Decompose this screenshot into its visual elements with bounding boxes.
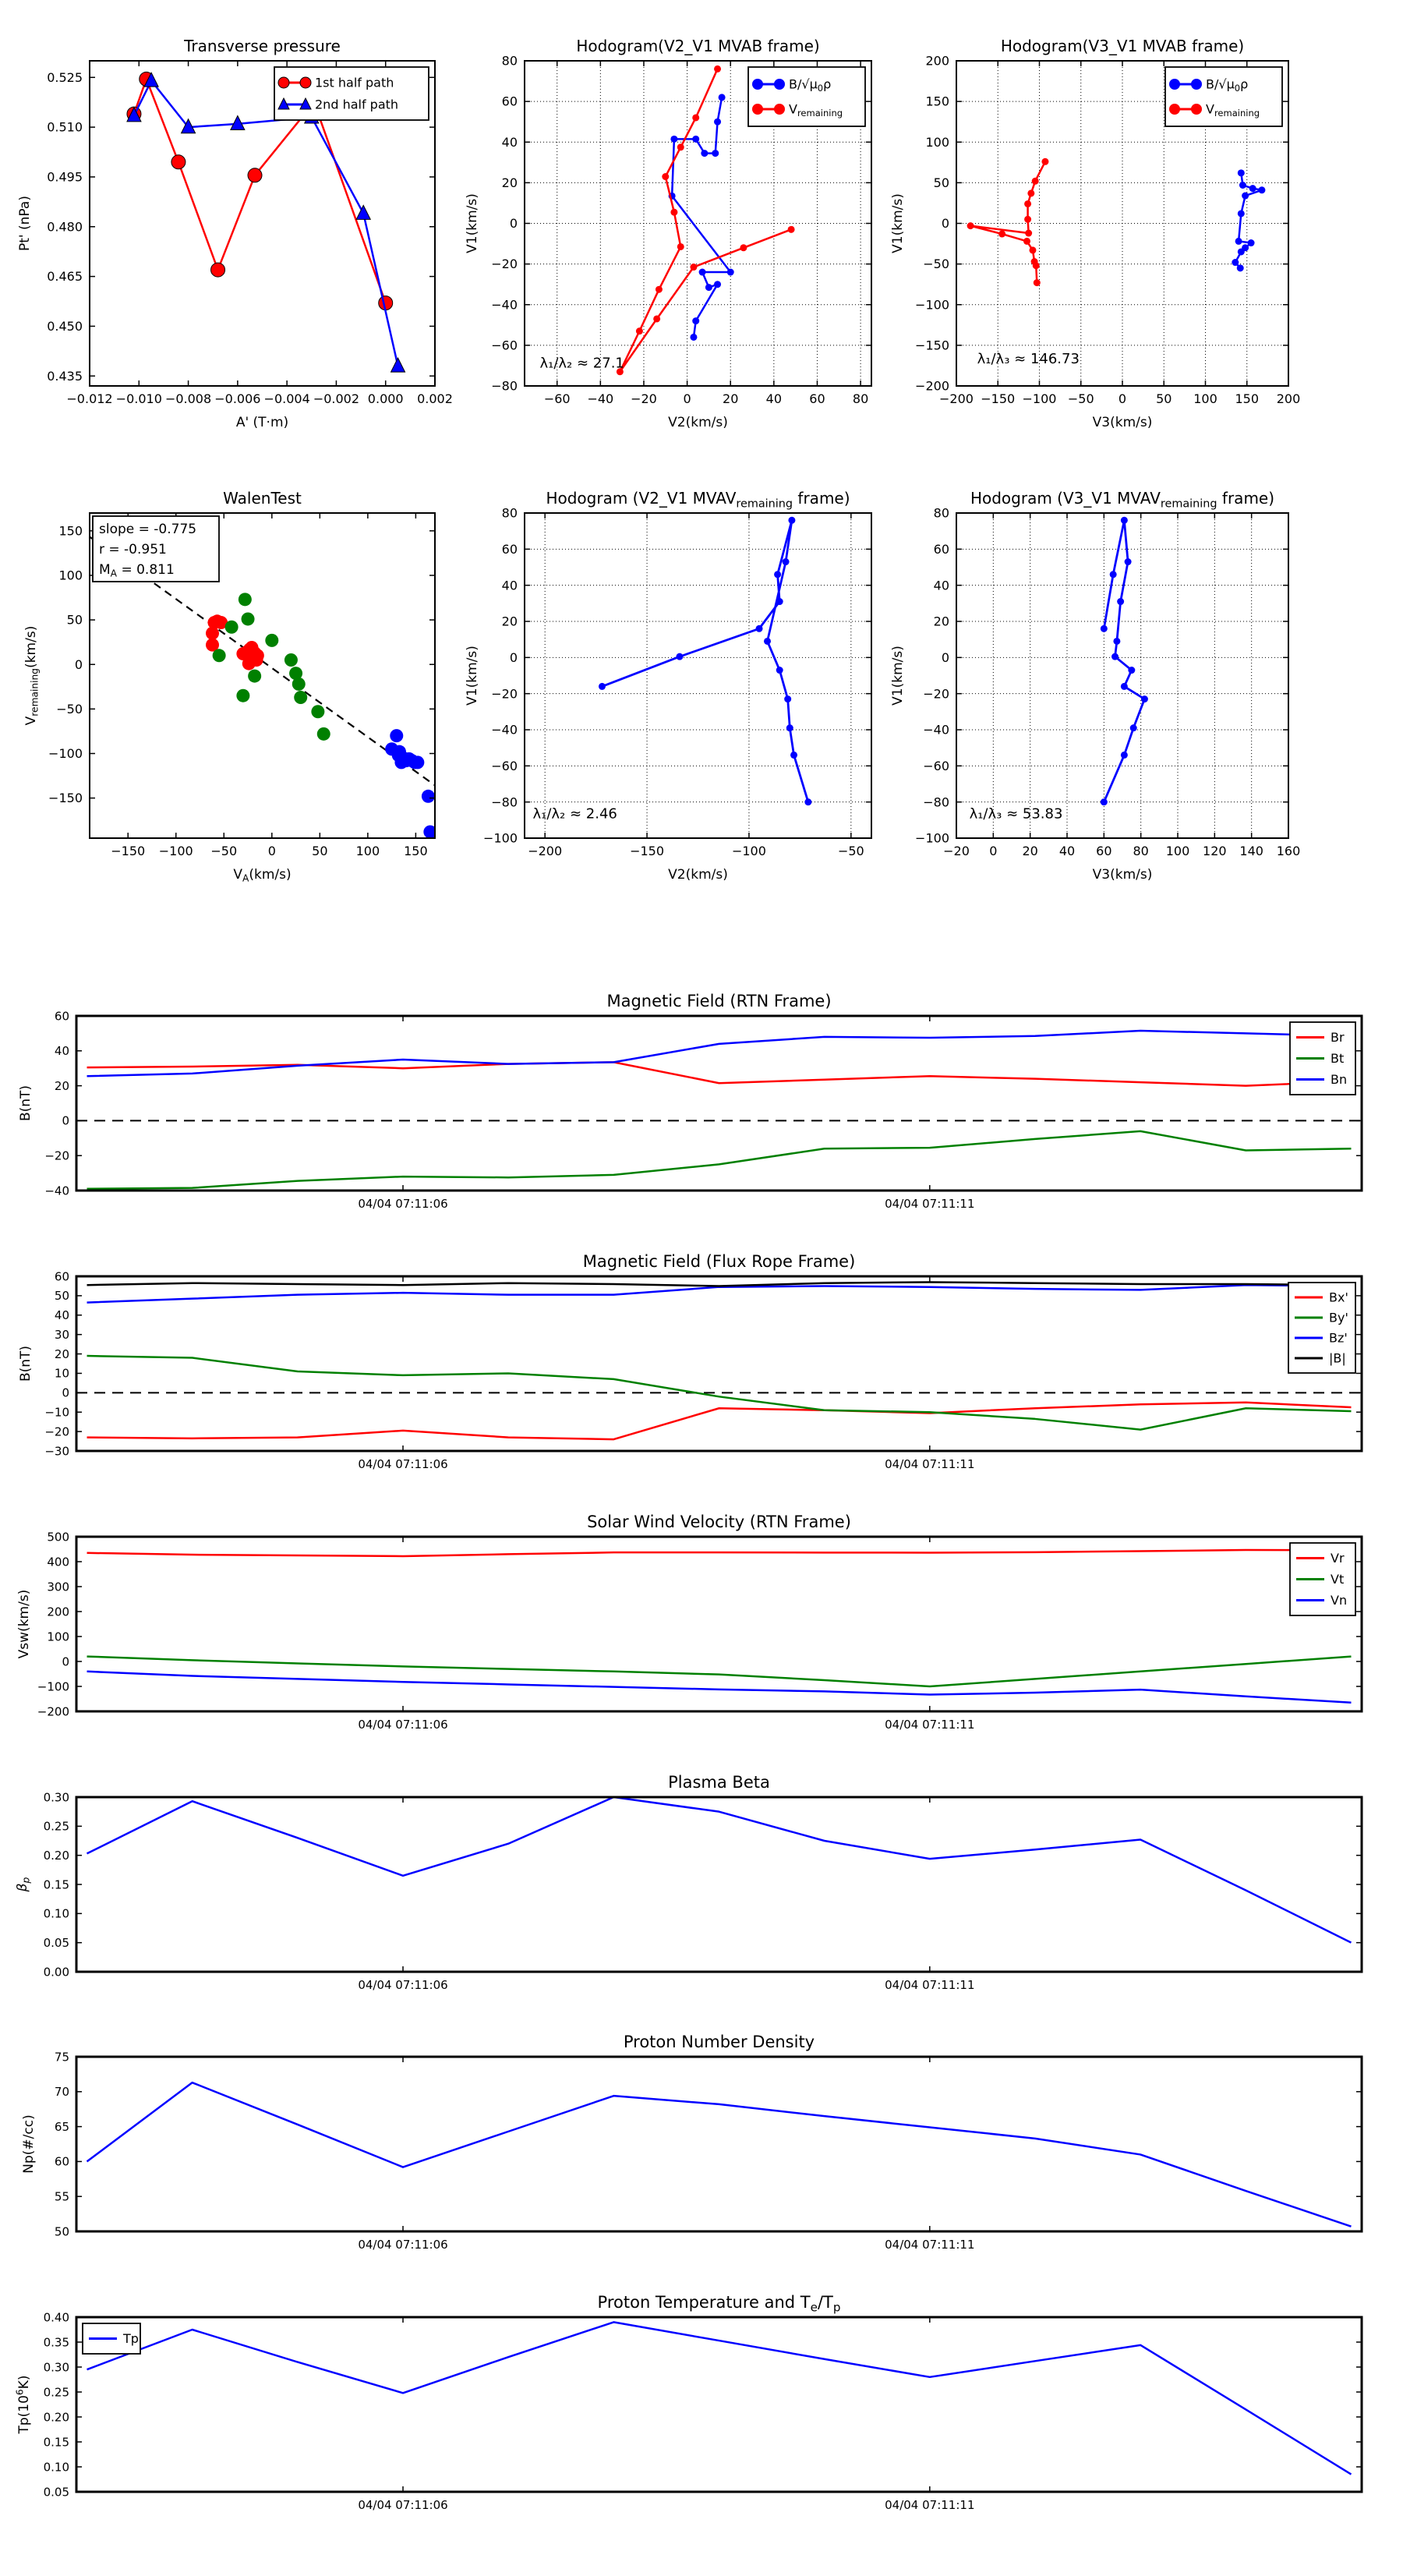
svg-text:Hodogram(V3_V1 MVAB frame): Hodogram(V3_V1 MVAB frame) <box>1000 37 1245 55</box>
svg-text:−100: −100 <box>158 844 193 858</box>
svg-text:V3(km/s): V3(km/s) <box>1092 415 1153 430</box>
svg-text:−20: −20 <box>44 1148 69 1163</box>
svg-text:−200: −200 <box>939 391 974 406</box>
svg-text:200: 200 <box>47 1605 69 1619</box>
svg-text:Np(#/cc): Np(#/cc) <box>21 2114 37 2174</box>
svg-text:50: 50 <box>54 2224 69 2239</box>
svg-text:Br: Br <box>1331 1030 1345 1046</box>
svg-text:55: 55 <box>54 2189 69 2204</box>
svg-text:−50: −50 <box>923 257 949 272</box>
svg-text:Proton Number Density: Proton Number Density <box>623 2033 815 2051</box>
svg-text:60: 60 <box>809 391 825 406</box>
svg-text:150: 150 <box>58 523 83 539</box>
svg-text:150: 150 <box>1235 391 1260 406</box>
svg-text:Tp: Tp <box>123 2331 139 2347</box>
solar-wind-velocity-series-2 <box>87 1672 1352 1703</box>
magnetic-field-flux-rope-ticks <box>44 1269 1362 1471</box>
svg-text:04/04 07:11:06: 04/04 07:11:06 <box>358 1197 448 1211</box>
svg-text:10: 10 <box>54 1366 69 1381</box>
hodogram-v2v1-mvav-frame <box>525 513 871 838</box>
svg-text:−40: −40 <box>491 297 518 313</box>
hodogram-v3v1-mvav-frame <box>956 513 1288 838</box>
hodogram-v2v1-mvab-series-0 <box>669 94 734 341</box>
svg-text:50: 50 <box>933 175 949 190</box>
svg-text:−0.010: −0.010 <box>115 391 162 406</box>
svg-text:V1(km/s): V1(km/s) <box>890 193 906 253</box>
svg-text:0.20: 0.20 <box>43 1848 69 1863</box>
svg-text:MA = 0.811: $M_A = 0.811$ <box>99 562 175 579</box>
svg-text:λ₁/λ₃ ≈ 53.83: λ₁/λ₃ ≈ 53.83 <box>969 805 1063 823</box>
svg-text:0.05: 0.05 <box>43 2485 69 2500</box>
proton-temperature-ticks <box>44 2310 1362 2512</box>
svg-text:Transverse pressure: Transverse pressure <box>184 37 341 55</box>
svg-text:βp: $\beta_p$ <box>15 1877 32 1892</box>
transverse-pressure-legend <box>274 67 429 120</box>
svg-text:−100: −100 <box>915 297 949 313</box>
svg-text:0.25: 0.25 <box>43 1819 69 1834</box>
svg-text:−150: −150 <box>630 844 665 858</box>
svg-text:400: 400 <box>47 1555 69 1569</box>
proton-temperature-series-0 <box>87 2322 1352 2474</box>
svg-text:0: 0 <box>267 844 276 858</box>
svg-text:60: 60 <box>54 1009 69 1024</box>
svg-text:slope = -0.775: slope = -0.775 <box>99 522 197 537</box>
svg-text:Pt' (nPa): Pt' (nPa) <box>17 196 33 251</box>
walen-test-stats-box <box>93 516 219 582</box>
svg-text:−100: −100 <box>483 830 518 846</box>
svg-text:50: 50 <box>66 612 83 628</box>
svg-text:500: 500 <box>47 1530 69 1545</box>
svg-text:04/04 07:11:11: 04/04 07:11:11 <box>885 1197 975 1211</box>
svg-text:−20: −20 <box>943 844 970 858</box>
svg-text:20: 20 <box>501 175 518 190</box>
plasma-beta <box>15 1773 1362 1992</box>
svg-text:B/√μ0ρ: $B/√\mu_0\rho$ <box>789 76 832 94</box>
svg-text:0.002: 0.002 <box>417 391 453 406</box>
svg-text:Bt: Bt <box>1331 1051 1345 1067</box>
svg-text:20: 20 <box>933 614 949 629</box>
svg-text:−100: −100 <box>915 830 949 846</box>
svg-text:|B|: |B| <box>1329 1350 1346 1366</box>
svg-text:04/04 07:11:11: 04/04 07:11:11 <box>885 1718 975 1732</box>
magnetic-field-flux-rope-series-2 <box>87 1285 1352 1302</box>
svg-text:By': By' <box>1329 1310 1348 1325</box>
svg-text:Vn: Vn <box>1331 1593 1348 1608</box>
svg-text:100: 100 <box>355 844 380 858</box>
hodogram-v2v1-mvab <box>465 37 871 430</box>
svg-text:04/04 07:11:11: 04/04 07:11:11 <box>885 1457 975 1471</box>
svg-text:Hodogram(V2_V1 MVAB frame): Hodogram(V2_V1 MVAB frame) <box>576 37 820 55</box>
svg-text:50: 50 <box>312 844 328 858</box>
svg-text:20: 20 <box>1022 844 1038 858</box>
svg-text:Vremaining: $V_{remaining}$ <box>789 101 843 119</box>
svg-text:−20: −20 <box>631 391 657 406</box>
svg-text:0.525: 0.525 <box>47 69 83 85</box>
svg-text:0: 0 <box>509 216 518 232</box>
proton-number-density <box>21 2033 1362 2252</box>
svg-text:−30: −30 <box>44 1444 69 1459</box>
svg-text:0: 0 <box>62 1113 69 1128</box>
svg-text:04/04 07:11:06: 04/04 07:11:06 <box>358 1978 448 1992</box>
svg-text:60: 60 <box>933 541 949 557</box>
svg-text:0: 0 <box>62 1385 69 1400</box>
svg-text:Vt: Vt <box>1331 1572 1345 1587</box>
svg-text:20: 20 <box>723 391 739 406</box>
svg-text:B/√μ0ρ: $B/√\mu_0\rho$ <box>1206 76 1249 94</box>
svg-text:0.15: 0.15 <box>43 2435 69 2450</box>
svg-text:−200: −200 <box>37 1704 69 1719</box>
svg-text:60: 60 <box>54 1269 69 1284</box>
proton-number-density-series-0 <box>87 2082 1352 2227</box>
magnetic-field-rtn <box>18 992 1362 1211</box>
svg-text:160: 160 <box>1276 844 1301 858</box>
svg-text:04/04 07:11:06: 04/04 07:11:06 <box>358 1718 448 1732</box>
svg-text:0: 0 <box>62 1654 69 1669</box>
svg-text:0.465: 0.465 <box>47 269 83 285</box>
svg-text:−50: −50 <box>56 701 83 717</box>
svg-text:B(nT): B(nT) <box>18 1085 34 1122</box>
svg-text:−50: −50 <box>837 844 864 858</box>
svg-text:−0.008: −0.008 <box>164 391 212 406</box>
svg-text:−0.012: −0.012 <box>66 391 113 406</box>
svg-text:WalenTest: WalenTest <box>223 489 302 508</box>
svg-text:300: 300 <box>47 1580 69 1594</box>
svg-text:Solar Wind Velocity (RTN Frame: Solar Wind Velocity (RTN Frame) <box>587 1513 851 1531</box>
svg-text:V1(km/s): V1(km/s) <box>890 646 906 706</box>
svg-text:0.25: 0.25 <box>43 2385 69 2400</box>
svg-text:100: 100 <box>47 1629 69 1644</box>
svg-text:−60: −60 <box>491 758 518 773</box>
svg-text:40: 40 <box>765 391 783 406</box>
hodogram-v3v1-mvab-series-1 <box>967 158 1049 286</box>
svg-text:0.20: 0.20 <box>43 2410 69 2425</box>
svg-text:−20: −20 <box>44 1424 69 1439</box>
svg-text:Magnetic Field (Flux Rope Fram: Magnetic Field (Flux Rope Frame) <box>582 1252 856 1271</box>
svg-text:λ₁/λ₃ ≈ 146.73: λ₁/λ₃ ≈ 146.73 <box>977 350 1080 367</box>
svg-text:−50: −50 <box>1067 391 1094 406</box>
transverse-pressure <box>17 37 453 430</box>
svg-text:100: 100 <box>925 134 949 150</box>
svg-text:60: 60 <box>54 2154 69 2169</box>
svg-text:−40: −40 <box>44 1184 69 1198</box>
magnetic-field-flux-rope-series-3 <box>87 1282 1352 1286</box>
plasma-beta-frame <box>76 1797 1362 1972</box>
svg-text:0.30: 0.30 <box>43 1790 69 1805</box>
svg-text:Bz': Bz' <box>1329 1330 1348 1346</box>
svg-text:40: 40 <box>54 1308 69 1323</box>
svg-text:0.00: 0.00 <box>43 1965 69 1980</box>
svg-text:−60: −60 <box>923 758 949 773</box>
proton-temperature-frame <box>76 2317 1362 2492</box>
svg-text:−40: −40 <box>491 722 518 738</box>
svg-text:−60: −60 <box>543 391 571 406</box>
svg-text:80: 80 <box>933 505 949 521</box>
svg-text:04/04 07:11:06: 04/04 07:11:06 <box>358 2238 448 2252</box>
svg-text:Vr: Vr <box>1331 1551 1345 1566</box>
svg-text:−150: −150 <box>48 791 83 806</box>
svg-text:0: 0 <box>683 391 691 406</box>
svg-text:40: 40 <box>933 578 949 593</box>
svg-text:0.435: 0.435 <box>47 368 83 384</box>
svg-text:V2(km/s): V2(km/s) <box>668 867 728 883</box>
svg-text:Bn: Bn <box>1331 1072 1348 1088</box>
proton-number-density-ticks <box>55 2050 1362 2252</box>
magnetic-field-rtn-series-0 <box>87 1062 1352 1088</box>
svg-text:20: 20 <box>54 1078 69 1093</box>
svg-text:Plasma Beta: Plasma Beta <box>668 1773 770 1792</box>
svg-text:r = -0.951: r = -0.951 <box>99 542 167 557</box>
svg-text:04/04 07:11:11: 04/04 07:11:11 <box>885 1978 975 1992</box>
svg-text:75: 75 <box>54 2050 69 2065</box>
hodogram-v3v1-mvav-grid <box>956 513 1288 838</box>
solar-wind-velocity-series-1 <box>87 1657 1352 1686</box>
magnetic-field-rtn-series-1 <box>87 1131 1352 1189</box>
svg-text:−100: −100 <box>1022 391 1057 406</box>
hodogram-v3v1-mvab-legend <box>1165 67 1282 126</box>
svg-text:−150: −150 <box>111 844 146 858</box>
svg-text:2nd half path: 2nd half path <box>315 97 399 112</box>
svg-text:80: 80 <box>852 391 869 406</box>
svg-text:65: 65 <box>54 2119 69 2134</box>
svg-text:60: 60 <box>1096 844 1112 858</box>
magnetic-field-rtn-series-2 <box>87 1031 1352 1076</box>
magnetic-field-rtn-ticks <box>44 1009 1362 1211</box>
svg-text:20: 20 <box>54 1346 69 1361</box>
svg-text:150: 150 <box>925 94 949 109</box>
svg-text:−60: −60 <box>491 338 518 353</box>
svg-text:Bx': Bx' <box>1329 1290 1348 1305</box>
svg-text:−20: −20 <box>491 257 518 272</box>
svg-text:1st half path: 1st half path <box>315 75 394 90</box>
magnetic-field-flux-rope-series-0 <box>87 1403 1352 1439</box>
svg-text:B(nT): B(nT) <box>18 1345 34 1382</box>
svg-text:0.30: 0.30 <box>43 2360 69 2375</box>
svg-text:V2(km/s): V2(km/s) <box>668 415 728 430</box>
svg-text:04/04 07:11:11: 04/04 07:11:11 <box>885 2498 975 2512</box>
svg-text:−0.004: −0.004 <box>263 391 310 406</box>
svg-text:A' (T·m): A' (T·m) <box>235 415 289 430</box>
svg-text:0.000: 0.000 <box>367 391 404 406</box>
hodogram-v2v1-mvav-series-0 <box>599 517 811 805</box>
svg-text:40: 40 <box>1058 844 1076 858</box>
svg-text:40: 40 <box>54 1044 69 1059</box>
svg-text:0: 0 <box>1118 391 1127 406</box>
svg-text:Vremaining: $V_{remaining}$ <box>1206 101 1260 119</box>
magnetic-field-flux-rope <box>18 1252 1362 1471</box>
svg-text:0.480: 0.480 <box>47 219 83 235</box>
svg-text:Hodogram (V2_V1 MVAVremaining: Hodogram (V2_V1 $MVAV_{remaining}$ frame) <box>546 489 850 511</box>
svg-text:−100: −100 <box>731 844 766 858</box>
svg-text:−150: −150 <box>915 338 949 353</box>
svg-text:0: 0 <box>74 656 83 672</box>
svg-text:−0.006: −0.006 <box>214 391 261 406</box>
svg-text:−100: −100 <box>37 1679 69 1694</box>
svg-text:−200: −200 <box>915 378 949 394</box>
svg-text:30: 30 <box>54 1327 69 1342</box>
svg-text:−80: −80 <box>491 794 518 810</box>
svg-text:80: 80 <box>501 53 518 69</box>
svg-text:200: 200 <box>1276 391 1301 406</box>
hodogram-v3v1-mvab-series-0 <box>1232 169 1265 271</box>
svg-text:0.495: 0.495 <box>47 169 83 185</box>
svg-text:Tp(106K): $Tp(10^6K)$ <box>14 2375 32 2434</box>
solar-wind-velocity-series-0 <box>87 1550 1352 1556</box>
svg-text:−40: −40 <box>923 722 949 738</box>
magnetic-field-flux-rope-legend <box>1288 1283 1355 1373</box>
svg-text:04/04 07:11:11: 04/04 07:11:11 <box>885 2238 975 2252</box>
svg-text:60: 60 <box>501 94 518 109</box>
svg-text:−200: −200 <box>528 844 563 858</box>
proton-number-density-frame <box>76 2057 1362 2231</box>
svg-text:−80: −80 <box>491 378 518 394</box>
svg-text:−40: −40 <box>587 391 614 406</box>
svg-text:Proton Temperature and Te/Tp: Proton Temperature and $T_e/T_p$ <box>597 2293 841 2315</box>
svg-text:Vsw(km/s): Vsw(km/s) <box>16 1589 32 1659</box>
hodogram-v2v1-mvav <box>465 489 871 883</box>
svg-text:140: 140 <box>1239 844 1263 858</box>
svg-text:0.450: 0.450 <box>47 319 83 334</box>
svg-text:150: 150 <box>404 844 428 858</box>
svg-text:Hodogram (V3_V1 MVAVremaining: Hodogram (V3_V1 $MVAV_{remaining}$ frame) <box>970 489 1275 511</box>
solar-wind-velocity-frame <box>76 1537 1362 1711</box>
svg-text:04/04 07:11:06: 04/04 07:11:06 <box>358 1457 448 1471</box>
svg-text:60: 60 <box>501 541 518 557</box>
svg-text:−80: −80 <box>923 794 949 810</box>
svg-text:70: 70 <box>54 2085 69 2100</box>
svg-text:λ₁/λ₂ ≈ 2.46: λ₁/λ₂ ≈ 2.46 <box>532 805 617 823</box>
svg-text:V1(km/s): V1(km/s) <box>465 646 480 706</box>
walen-test-series-1 <box>213 593 330 741</box>
svg-text:V3(km/s): V3(km/s) <box>1092 867 1153 883</box>
proton-temperature <box>15 2293 1362 2512</box>
svg-text:λ₁/λ₂ ≈ 27.1: λ₁/λ₂ ≈ 27.1 <box>539 355 624 372</box>
svg-text:0.10: 0.10 <box>43 1906 69 1921</box>
svg-text:50: 50 <box>54 1289 69 1304</box>
svg-text:Vremaining(km/s): $V_{remaining}(km/s)$ <box>23 625 41 726</box>
svg-text:50: 50 <box>1156 391 1172 406</box>
svg-text:40: 40 <box>501 578 518 593</box>
svg-text:−50: −50 <box>210 844 238 858</box>
walen-test <box>23 489 436 884</box>
plasma-beta-series-0 <box>87 1797 1352 1943</box>
svg-text:20: 20 <box>501 614 518 629</box>
svg-text:0.10: 0.10 <box>43 2460 69 2475</box>
svg-text:100: 100 <box>58 568 83 583</box>
svg-text:0: 0 <box>941 649 949 665</box>
svg-text:200: 200 <box>925 53 949 69</box>
svg-text:−20: −20 <box>491 686 518 702</box>
svg-text:Magnetic Field (RTN Frame): Magnetic Field (RTN Frame) <box>606 992 832 1010</box>
svg-text:0: 0 <box>941 216 949 232</box>
svg-text:VA(km/s): $V_A(km/s)$ <box>233 867 292 884</box>
solar-wind-velocity-legend <box>1290 1543 1355 1615</box>
hodogram-v3v1-mvav <box>890 489 1300 883</box>
svg-text:0.510: 0.510 <box>47 119 83 135</box>
svg-text:0.05: 0.05 <box>43 1935 69 1950</box>
magnetic-field-rtn-legend <box>1290 1022 1355 1095</box>
svg-text:V1(km/s): V1(km/s) <box>465 193 480 253</box>
svg-text:0.15: 0.15 <box>43 1877 69 1892</box>
svg-text:0: 0 <box>989 844 998 858</box>
svg-text:−100: −100 <box>48 746 83 762</box>
svg-text:40: 40 <box>501 134 518 150</box>
svg-text:100: 100 <box>1193 391 1217 406</box>
svg-text:80: 80 <box>501 505 518 521</box>
svg-text:−150: −150 <box>981 391 1016 406</box>
svg-text:04/04 07:11:06: 04/04 07:11:06 <box>358 2498 448 2512</box>
svg-text:0.35: 0.35 <box>43 2335 69 2350</box>
hodogram-v2v1-mvab-legend <box>748 67 865 126</box>
walen-test-series-2 <box>385 729 436 838</box>
solar-wind-velocity-ticks <box>37 1530 1362 1732</box>
svg-text:−20: −20 <box>923 686 949 702</box>
svg-text:−10: −10 <box>44 1405 69 1420</box>
hodogram-v2v1-mvav-grid <box>525 513 871 838</box>
hodogram-v3v1-mvab <box>890 37 1300 430</box>
plasma-beta-ticks <box>44 1790 1362 1992</box>
svg-text:100: 100 <box>1165 844 1190 858</box>
svg-text:0: 0 <box>509 649 518 665</box>
proton-temperature-legend <box>83 2323 140 2354</box>
svg-text:120: 120 <box>1203 844 1227 858</box>
svg-text:0.40: 0.40 <box>43 2310 69 2325</box>
svg-text:−0.002: −0.002 <box>313 391 360 406</box>
solar-wind-velocity <box>16 1513 1362 1732</box>
svg-text:80: 80 <box>1133 844 1149 858</box>
